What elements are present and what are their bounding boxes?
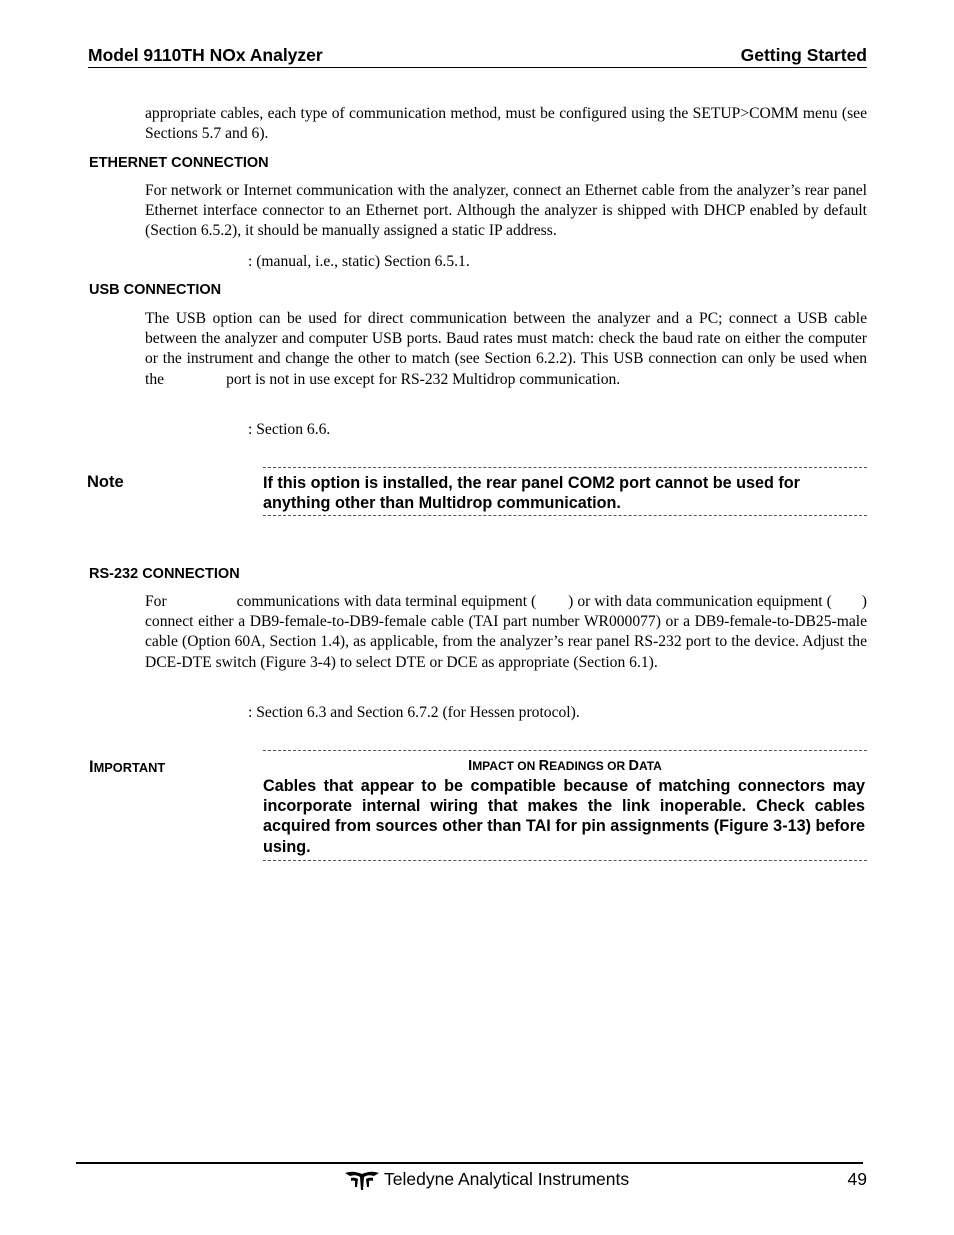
footer-company: Teledyne Analytical Instruments	[384, 1169, 630, 1189]
important-text: Cables that appear to be compatible because of matching connectors may incorporate internal wiring that makes the link inoperable. Check cables acquired from sources other than TAI for pin assignments (Figure 3-13) before using.	[263, 777, 865, 856]
footer-rule	[76, 1162, 863, 1164]
usb-paragraph-part1: The USB option can be used for direct communication between the analyzer and a PC; connect a USB cable between the analyzer and computer USB ports. Baud rates must match: check the baud rate on either the computer or the instrument and change the other to match (see Section 6.2.2). This USB connection can only be used when the	[145, 310, 867, 388]
note-top-rule	[263, 467, 867, 468]
rs232-text-dte: communications with data terminal equipment (	[236, 593, 537, 610]
header-section-title: Getting Started	[740, 45, 867, 65]
important-title: IMPACT ON READINGS OR DATA	[468, 758, 662, 774]
ethernet-heading: ETHERNET CONNECTION	[89, 155, 269, 171]
teledyne-logo-icon	[344, 1169, 380, 1191]
note-bottom-rule	[263, 515, 867, 516]
usb-heading: USB CONNECTION	[89, 282, 222, 298]
rs232-paragraph	[145, 592, 867, 673]
rs232-text-for: For	[145, 593, 167, 610]
usb-paragraph	[145, 309, 867, 390]
note-label: Note	[87, 473, 124, 491]
header-rule	[88, 67, 867, 68]
important-bottom-rule	[263, 860, 867, 861]
rs232-text-cable: ) connect either a DB9-female-to-DB9-female cable (TAI part number WR000077) or a DB9-female-to-DB25-male cable (Option 60A, Section 1.4), as applicable, from the analyzer’s rear panel RS-232 port to the device. Adjust the DCE-DTE switch (Figure 3-4) to select DTE or DCE as appropriate (Section 6.1).	[145, 593, 867, 671]
rs232-text-dce: ) or with data communication equipment (	[568, 593, 832, 610]
ethernet-paragraph: For network or Internet communication with the analyzer, connect an Ethernet cable from the analyzer’s rear panel Ethernet interface connector to an Ethernet port. Although the analyzer is shipped with DHCP enabled by default (Section 6.5.2), it should be manually assigned a static IP address.	[145, 182, 867, 240]
footer-page-number: 49	[847, 1169, 867, 1189]
rs232-reference: : Section 6.3 and Section 6.7.2 (for Hessen protocol).	[248, 704, 580, 721]
note-text: If this option is installed, the rear panel COM2 port cannot be used for anything other than Multidrop communication.	[263, 474, 800, 512]
header-model-title: Model 9110TH NOx Analyzer	[88, 45, 323, 65]
ethernet-reference: : (manual, i.e., static) Section 6.5.1.	[248, 253, 470, 270]
important-top-rule	[263, 750, 867, 751]
important-label: IMPORTANT	[89, 758, 166, 776]
rs232-heading: RS-232 CONNECTION	[89, 566, 240, 582]
intro-paragraph: appropriate cables, each type of communication method, must be configured using the SETUP>COMM menu (see Sections 5.7 and 6).	[145, 105, 867, 143]
usb-reference: : Section 6.6.	[248, 421, 331, 438]
usb-paragraph-part2: port is not in use except for RS-232 Multidrop communication.	[226, 370, 621, 388]
